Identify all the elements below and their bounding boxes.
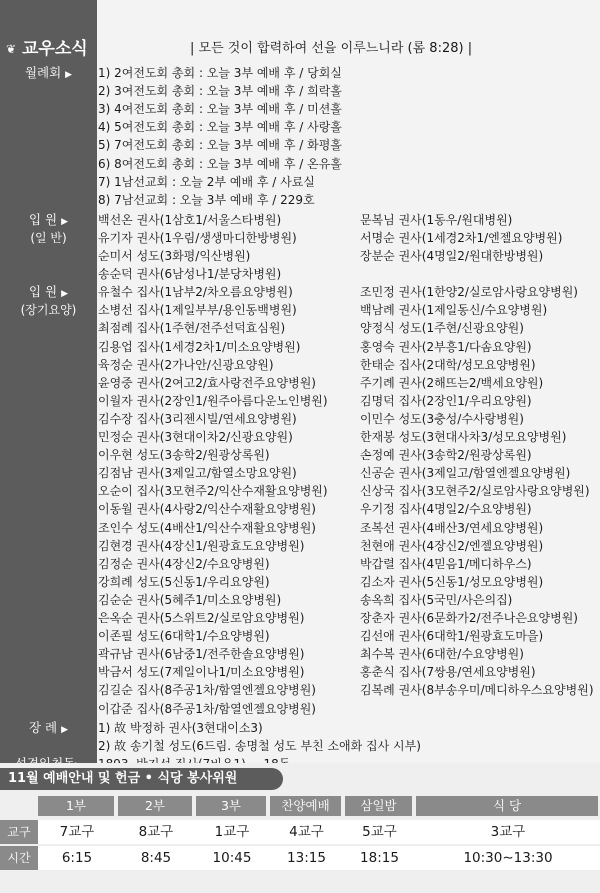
table-cell: 7교구 (38, 820, 116, 844)
entry-right: 김소자 권사(5신동1/성모요양병원) (360, 574, 544, 589)
arrow-right-icon: ▶ (61, 724, 69, 735)
entry-left: 이우현 성도(3송학2/원광상록원) (98, 448, 270, 463)
hospital-general-item (0, 211, 600, 229)
hospital-long-item (0, 573, 600, 591)
hospital-long-item (0, 446, 600, 464)
table-cell: 5교구 (345, 820, 414, 844)
hospital-general-item (0, 265, 600, 283)
entry-right: 장춘자 권사(6문화가2/전주나은요양병원) (360, 611, 578, 625)
hospital-long-item (0, 609, 600, 627)
hospital-long-item (0, 482, 600, 500)
entry-right: 주기례 권사(2해뜨는2/백세요양원) (360, 375, 544, 390)
entry-left: 이월자 권사(2장인1/원주아름다운노인병원) (98, 393, 328, 408)
monthly-item (0, 155, 600, 173)
entry-left: 김수장 집사(3리젠시빌/연세요양병원) (98, 411, 297, 426)
entry-right: 문복님 권사(1동우/원대병원) (360, 212, 513, 227)
entry-left: 조인수 성도(4배산1/익산수재활요양병원) (98, 520, 316, 535)
hospital-long-item (0, 319, 600, 337)
entry-left: 김용업 집사(1세경2차1/미소요양병원) (98, 339, 301, 354)
entry-right: 우기정 집사(4명일2/수요양병원) (360, 502, 532, 517)
table-header-cell: 찬양예배 (270, 796, 341, 816)
entry-right: 김명덕 집사(2장인1/우리요양원) (360, 393, 532, 408)
entry-right: 송옥희 집사(5국민/사은의집) (360, 592, 513, 607)
entry-right: 홍춘식 집사(7쌍용/연세요양병원) (360, 665, 536, 680)
table-cell: 4교구 (270, 820, 343, 844)
row-label: 입 원 ▶ (28, 211, 69, 227)
entry-left: 민정순 권사(3현대이차2/신광요양원) (98, 430, 293, 444)
hospital-long-item (0, 591, 600, 609)
hospital-long-item (0, 519, 600, 537)
entry-left: 소병선 집사(1제일부부/용인동백병원) (98, 303, 297, 318)
table-cell: 8:45 (118, 846, 194, 870)
arrow-right-icon: ▶ (61, 289, 69, 300)
hospital-general-item (0, 229, 600, 247)
arrow-right-icon: ▶ (65, 70, 73, 80)
entry-left: 6) 8여전도회 총회 : 오늘 3부 예배 후 / 온유홀 (98, 156, 342, 171)
entry-right: 장분순 권사(4명일2/원대한방병원) (360, 249, 544, 263)
entry-right: 서명순 권사(1세경2차1/엔젤요양병원) (360, 230, 563, 245)
entry-left: 은옥순 권사(5스위트2/실로암요양병원) (98, 611, 305, 625)
hospital-long-item (0, 283, 600, 301)
entry-right: 조복선 권사(4배산3/연세요양병원) (360, 520, 544, 535)
hospital-long-item (0, 392, 600, 410)
entry-left: 유철수 집사(1남부2/차오름요양병원) (98, 285, 293, 300)
entry-left: 이존필 성도(6대학1/수요양병원) (98, 629, 270, 644)
hospital-long-item (0, 374, 600, 392)
entry-left: 육정순 권사(2가나안/신광요양원) (98, 357, 274, 372)
entry-right: 김복례 권사(8부송우미/메디하우스요양병원) (360, 683, 594, 698)
hospital-long-item (0, 500, 600, 518)
motto: | 모든 것이 합력하여 선을 이루느니라 (롬 8:28) | (190, 41, 473, 56)
arrow-right-icon: ▶ (61, 216, 69, 227)
monthly-item (0, 82, 600, 100)
hospital-long-item (0, 410, 600, 428)
entry-left: 곽규남 권사(6남중1/전주한솔요양병원) (98, 647, 305, 662)
hospital-long-item (0, 663, 600, 681)
monthly-item (0, 118, 600, 136)
entry-left: 백선온 권사(1삼호1/서울스타병원) (98, 212, 282, 227)
hospital-long-item (0, 627, 600, 645)
hospital-long-item (0, 681, 600, 699)
entry-left: 3) 4여전도회 총회 : 오늘 3부 예배 후 / 미션홀 (98, 102, 342, 117)
entry-left: 5) 7여전도회 총회 : 오늘 3부 예배 후 / 화평홀 (98, 138, 342, 153)
hospital-long-item (0, 301, 600, 319)
hospital-long-item (0, 645, 600, 663)
entry-left: 유기자 권사(1우림/생생마디한방병원) (98, 230, 297, 245)
table-cell: 6:15 (38, 846, 116, 870)
entry-left: 오순이 집사(3모현주2/익산수재활요양병원) (98, 484, 328, 499)
table-cell: 18:15 (345, 846, 414, 870)
table-row-label: 시간 (0, 846, 38, 870)
entry-left: 1) 2여전도회 총회 : 오늘 3부 예배 후 / 당회실 (98, 66, 342, 80)
entry-right: 홍영숙 권사(2부흥1/다솜요양원) (360, 339, 532, 354)
entry-left: 4) 5여전도회 총회 : 오늘 3부 예배 후 / 사랑홀 (98, 120, 342, 135)
table-header-cell: 삼일밤 (345, 796, 412, 816)
entry-left: 송순덕 권사(6남성나1/분당차병원) (98, 267, 282, 282)
entry-right: 김선애 권사(6대학1/원광효도마을) (360, 629, 544, 644)
page-title-box (0, 37, 97, 61)
funeral-item (0, 719, 600, 737)
row-label: 월례회 ▶ (24, 65, 73, 80)
table-cell: 10:45 (196, 846, 268, 870)
entry-right: 최수복 권사(6대한/수요양병원) (360, 647, 524, 662)
page-title: 교우소식 (22, 39, 88, 59)
hospital-long-item (0, 555, 600, 573)
row-label: 입 원 ▶ (28, 284, 69, 300)
entry-left: 윤영중 권사(2여고2/효사랑전주요양병원) (98, 375, 316, 390)
monthly-item (0, 100, 600, 118)
entry-left: 1) 故 박정하 권사(3현대이소3) (98, 720, 263, 735)
entry-left: 김순순 권사(5혜주1/미소요양병원) (98, 592, 282, 607)
hospital-long-item (0, 537, 600, 555)
hospital-general-item (0, 247, 600, 265)
entry-right: 한재봉 성도(3현대사차3/성모요양병원) (360, 430, 567, 444)
hospital-long-item (0, 428, 600, 446)
entry-left: 김현경 권사(4장신1/원광효도요양병원) (98, 538, 305, 553)
hospital-long-item (0, 338, 600, 356)
table-header-cell: 식 당 (416, 796, 598, 816)
entry-left: 이동월 권사(4사랑2/익산수재활요양병원) (98, 502, 316, 517)
entry-left: 최점례 집사(1주현/전주선덕효심원) (98, 321, 286, 336)
funeral-item (0, 737, 600, 755)
entry-left: 2) 故 송기철 성도(6드림. 송명철 성도 부친 소애화 집사 시부) (98, 738, 421, 753)
monthly-item (0, 136, 600, 154)
monthly-item (0, 191, 600, 209)
row-sublabel: (장기요양) (20, 303, 77, 318)
entry-right: 백남례 권사(1제일동신/수요양병원) (360, 303, 548, 318)
entry-left: 강희례 성도(5신동1/우리요양원) (98, 574, 270, 589)
entry-right: 이민수 성도(3충성/수사랑병원) (360, 411, 524, 426)
entry-right: 한태순 집사(2대학/성모요양병원) (360, 357, 536, 372)
entry-right: 신상국 집사(3모현주2/실로암사랑요양병원) (360, 484, 590, 499)
entry-left: 김길순 집사(8주공1차/함열엔젤요양병원) (98, 683, 316, 698)
entry-left: 박금서 성도(7제일이나1/미소요양병원) (98, 665, 305, 680)
table-row-label: 교구 (0, 820, 38, 844)
hospital-long-item (0, 356, 600, 374)
entry-left: 김점남 권사(3제일고/함열소망요양원) (98, 466, 297, 481)
leaf-icon: ❦ (6, 42, 17, 56)
table-cell: 1교구 (196, 820, 268, 844)
table-cell: 3교구 (416, 820, 600, 844)
entry-left: 이갑준 집사(8주공1차/함열엔젤요양병원) (98, 701, 316, 716)
entry-left: 8) 7남선교회 : 오늘 3부 예배 후 / 229호 (98, 192, 315, 207)
entry-left: 7) 1남선교회 : 오늘 2부 예배 후 / 사료실 (98, 174, 315, 189)
monthly-item (0, 173, 600, 191)
service-title: 11월 예배안내 및 헌금 • 식당 봉사위원 (0, 768, 283, 790)
entry-right: 천현애 권사(4장신2/엔젤요양병원) (360, 538, 544, 553)
entry-right: 손정예 권사(3송학2/원광상록원) (360, 448, 532, 463)
entry-left: 2) 3여전도회 총회 : 오늘 3부 예배 후 / 희락홀 (98, 84, 342, 99)
row-label: 장 례 ▶ (28, 719, 69, 735)
hospital-long-item (0, 464, 600, 482)
entry-left: 순미서 성도(3화평/익산병원) (98, 249, 251, 263)
row-sublabel: (일 반) (30, 230, 67, 245)
table-cell: 8교구 (118, 820, 194, 844)
entry-right: 조민정 권사(1한양2/실로암사랑요양병원) (360, 285, 578, 300)
entry-right: 박갑렬 집사(4믿음1/메디하우스) (360, 556, 532, 571)
entry-right: 신공순 권사(3제일고/함열엔젤요양병원) (360, 466, 571, 481)
entry-left: 김정순 권사(4장신2/수요양병원) (98, 556, 270, 571)
table-header-cell: 3부 (196, 796, 266, 816)
title-bar (0, 37, 600, 61)
table-cell: 13:15 (270, 846, 343, 870)
table-cell: 10:30∼13:30 (416, 846, 600, 870)
entry-right: 양정식 성도(1주현/신광요양원) (360, 321, 524, 336)
hospital-long-item (0, 700, 600, 718)
monthly-item (0, 64, 600, 82)
table-header-cell: 2부 (118, 796, 192, 816)
table-header-cell: 1부 (38, 796, 114, 816)
